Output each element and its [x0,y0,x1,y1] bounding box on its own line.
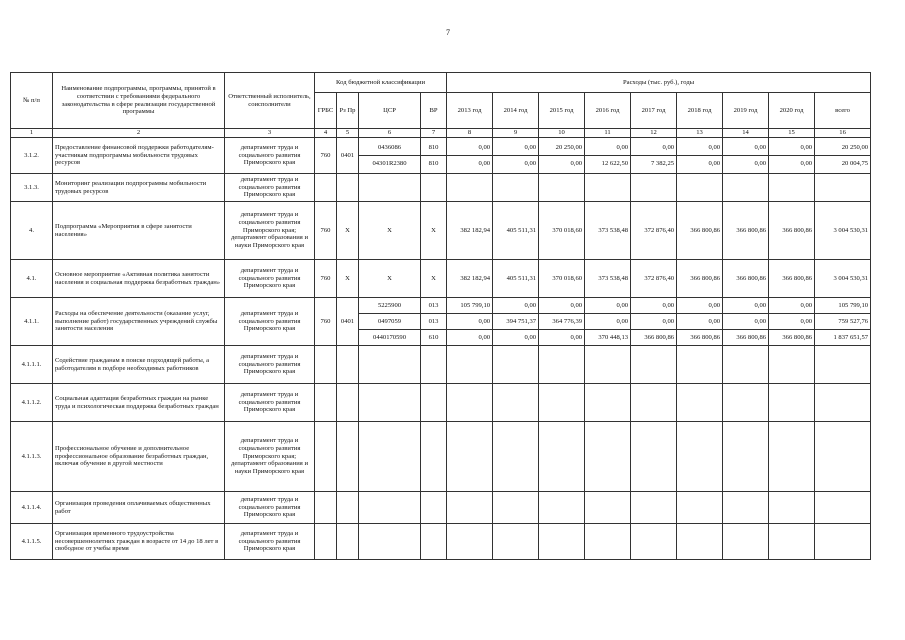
row-year-value: 0,00 [524,334,537,341]
row-executor: департамент труда и социального развития Приморского края [225,174,315,202]
row-year-value [539,422,585,492]
row-year-value [631,384,677,422]
column-number: 16 [815,129,871,138]
row-grbs [315,384,337,422]
row-year-value: 366 800,86 [769,202,815,260]
page-number: 7 [446,28,450,37]
row-csr [359,492,421,524]
row-vr: 013 [421,314,446,330]
row-year-value: 0,00 [769,298,814,314]
row-year-value [585,174,631,202]
row-total [815,384,871,422]
row-rzpr [337,174,359,202]
row-year-value: 0,00 [754,160,767,167]
row-year-value [493,384,539,422]
row-year-value [447,492,493,524]
row-number: 4.1. [11,260,53,298]
row-rzpr: X [337,260,359,298]
row-year-value [493,422,539,492]
header-name: Наименование подпрограммы, программы, принятой в соответствии с требованиями федерального законодательства в сфере реализации государственной программы [53,73,225,129]
row-year-value [769,384,815,422]
row-csr: X [359,260,421,298]
row-year-value [493,174,539,202]
row-csr: 0497059 [359,314,420,330]
row-csr-list [359,138,421,174]
row-year-value: 0,00 [769,140,814,156]
row-name: Социальная адаптация безработных граждан на рынке труда и психологическая поддержка безработных граждан [53,384,225,422]
column-number: 10 [539,129,585,138]
row-year-value [539,492,585,524]
row-grbs: 760 [315,202,337,260]
row-name: Подпрограмма «Мероприятия в сфере занятости населения» [53,202,225,260]
row-grbs: 760 [315,138,337,174]
row-year-value: 405 511,31 [493,202,539,260]
column-number: 5 [337,129,359,138]
row-year-value [677,174,723,202]
row-year-value [585,422,631,492]
row-year-value: 0,00 [539,298,584,314]
row-vr [421,384,447,422]
row-year-value: 372 876,40 [631,202,677,260]
row-year-value [677,524,723,560]
row-total [815,422,871,492]
row-grbs: 760 [315,260,337,298]
row-executor: департамент труда и социального развития Приморского края [225,260,315,298]
row-total [815,524,871,560]
table-row [11,298,871,346]
header-year: 2020 год [769,93,815,129]
row-number: 4. [11,202,53,260]
row-total [815,346,871,384]
table-row [11,138,871,174]
row-vr [421,422,447,492]
row-year-value: 0,00 [723,314,768,330]
row-year-value [631,422,677,492]
row-vr-list [421,298,447,346]
row-year-value-list [631,298,677,346]
row-year-value: 0,00 [585,140,630,156]
row-year-value [493,346,539,384]
row-executor: департамент труда и социального развития Приморского края [225,298,315,346]
row-year-value-list [585,298,631,346]
row-year-value [631,346,677,384]
row-year-value: 0,00 [493,140,538,156]
row-year-value [585,524,631,560]
row-executor: департамент труда и социального развития Приморского края [225,138,315,174]
row-year-value-list [447,298,493,346]
row-year-value-list [723,138,769,174]
row-year-value: 0,00 [723,298,768,314]
row-vr: 013 [421,298,446,314]
row-rzpr [337,346,359,384]
row-total-list [815,298,871,346]
row-number: 4.1.1. [11,298,53,346]
row-year-value: 382 182,94 [447,260,493,298]
row-year-value: 366 800,86 [677,202,723,260]
row-rzpr [337,422,359,492]
row-year-value-list [539,138,585,174]
row-csr: 0440170590 [373,334,406,341]
header-year: 2014 год [493,93,539,129]
row-number: 4.1.1.2. [11,384,53,422]
row-year-value: 373 538,48 [585,260,631,298]
row-total: 20 004,75 [841,160,869,167]
table-row [11,384,871,422]
row-name: Основное мероприятие «Активная политика занятости населения и социальная поддержка безработных граждан» [53,260,225,298]
column-number: 9 [493,129,539,138]
row-rzpr: X [337,202,359,260]
header-vr: ВР [421,93,447,129]
row-year-value-list [631,138,677,174]
row-year-value [447,524,493,560]
header-year: 2019 год [723,93,769,129]
column-number: 2 [53,129,225,138]
row-total: 20 250,00 [815,140,870,156]
header-rzpr: Рз Пр [337,93,359,129]
row-vr: 810 [421,140,446,156]
row-year-value-list [677,138,723,174]
row-year-value [723,174,769,202]
row-csr: 0436086 [359,140,420,156]
row-total: 759 527,76 [815,314,870,330]
row-csr [359,524,421,560]
row-year-value-list [493,138,539,174]
row-csr: 04301R2380 [372,160,407,167]
row-year-value: 105 799,10 [447,298,492,314]
column-number: 14 [723,129,769,138]
row-vr: 610 [428,334,439,341]
header-year: 2017 год [631,93,677,129]
row-total [815,492,871,524]
row-grbs [315,492,337,524]
row-name: Содействие гражданам в поиске подходящей работы, а работодателям в подборе необходимых работников [53,346,225,384]
row-number: 3.1.3. [11,174,53,202]
row-executor: департамент труда и социального развития Приморского края [225,346,315,384]
row-year-value: 366 800,86 [736,334,767,341]
table-row [11,524,871,560]
header-year: 2016 год [585,93,631,129]
row-grbs [315,524,337,560]
row-executor: департамент труда и социального развития Приморского края; департамент образования и науки Приморского края [225,422,315,492]
column-number-row [11,129,871,138]
row-number: 3.1.2. [11,138,53,174]
header-year: 2015 год [539,93,585,129]
row-year-value [447,422,493,492]
table-row [11,202,871,260]
row-csr [359,174,421,202]
row-year-value: 366 800,86 [723,260,769,298]
header-budget-classification: Код бюджетной классификации [315,73,447,93]
row-year-value: 0,00 [708,160,721,167]
row-year-value-list [539,298,585,346]
row-year-value [723,346,769,384]
row-vr: X [421,260,447,298]
row-year-value: 382 182,94 [447,202,493,260]
row-year-value-list [493,298,539,346]
row-executor: департамент труда и социального развития Приморского края [225,492,315,524]
row-year-value [677,384,723,422]
row-grbs [315,422,337,492]
row-year-value-list [769,138,815,174]
row-total: 3 004 530,31 [815,260,871,298]
row-year-value: 373 538,48 [585,202,631,260]
row-vr-list [421,138,447,174]
row-year-value: 405 511,31 [493,260,539,298]
column-number: 13 [677,129,723,138]
row-name: Предоставление финансовой поддержки работодателям-участникам подпрограммы мобильности трудовых ресурсов [53,138,225,174]
row-year-value: 0,00 [570,334,583,341]
table-row [11,260,871,298]
header-executor: Ответственный исполнитель, соисполнители [225,73,315,129]
row-year-value: 370 018,60 [539,202,585,260]
row-year-value [539,174,585,202]
row-grbs [315,346,337,384]
row-vr [421,492,447,524]
row-year-value [769,346,815,384]
row-rzpr [337,384,359,422]
row-csr [359,384,421,422]
row-number: 4.1.1.1. [11,346,53,384]
row-csr-list [359,298,421,346]
row-executor: департамент труда и социального развития Приморского края; департамент образования и науки Приморского края [225,202,315,260]
row-total: 3 004 530,31 [815,202,871,260]
row-year-value [769,174,815,202]
row-csr: 5225900 [359,298,420,314]
row-total: 105 799,10 [815,298,870,314]
row-year-value [677,492,723,524]
row-year-value [585,492,631,524]
row-vr: 810 [428,160,439,167]
column-number: 8 [447,129,493,138]
row-vr: X [421,202,447,260]
row-year-value-list [677,298,723,346]
row-name: Расходы на обеспечение деятельности (оказание услуг, выполнение работ) государственных учреждений службы занятости населения [53,298,225,346]
row-year-value [585,384,631,422]
row-year-value: 12 622,50 [601,160,629,167]
row-year-value: 0,00 [585,314,630,330]
row-year-value [769,492,815,524]
header-num: № п/п [11,73,53,129]
row-year-value [723,384,769,422]
row-year-value-list [447,138,493,174]
row-rzpr [337,524,359,560]
row-name: Организация проведения оплачиваемых общественных работ [53,492,225,524]
row-year-value: 0,00 [631,298,676,314]
row-executor: департамент труда и социального развития Приморского края [225,524,315,560]
row-year-value [447,174,493,202]
row-csr [359,346,421,384]
table-row [11,346,871,384]
row-name: Организация временного трудоустройства несовершеннолетних граждан в возрасте от 14 до 18 лет в свободное от учебы время [53,524,225,560]
row-year-value: 0,00 [677,298,722,314]
row-year-value: 0,00 [677,140,722,156]
row-year-value: 366 800,86 [644,334,675,341]
row-rzpr [337,492,359,524]
row-number: 4.1.1.4. [11,492,53,524]
row-year-value: 20 250,00 [539,140,584,156]
row-year-value [769,524,815,560]
column-number: 4 [315,129,337,138]
row-year-value: 366 800,86 [769,260,815,298]
row-year-value [447,346,493,384]
row-year-value: 0,00 [447,140,492,156]
row-year-value: 0,00 [570,160,583,167]
row-year-value: 370 018,60 [539,260,585,298]
row-name: Профессиональное обучение и дополнительное профессиональное образование безработных граждан, включая обучение в другой местности [53,422,225,492]
budget-table [10,72,871,560]
row-number: 4.1.1.3. [11,422,53,492]
column-number: 3 [225,129,315,138]
row-vr [421,174,447,202]
row-year-value [631,174,677,202]
table-row [11,174,871,202]
table-row [11,492,871,524]
table-body [11,138,871,560]
row-year-value: 0,00 [677,314,722,330]
row-year-value: 366 800,86 [782,334,813,341]
row-year-value: 0,00 [631,314,676,330]
column-number: 12 [631,129,677,138]
row-year-value: 0,00 [723,140,768,156]
row-year-value [769,422,815,492]
row-year-value [723,422,769,492]
row-year-value [539,524,585,560]
row-year-value [539,346,585,384]
row-total-list [815,138,871,174]
row-year-value [677,346,723,384]
column-number: 1 [11,129,53,138]
row-year-value: 0,00 [493,298,538,314]
row-year-value [723,492,769,524]
row-year-value [493,492,539,524]
row-year-value: 0,00 [478,160,491,167]
table-row [11,422,871,492]
row-year-value: 366 800,86 [690,334,721,341]
column-number: 11 [585,129,631,138]
row-year-value: 0,00 [585,298,630,314]
row-year-value [447,384,493,422]
row-csr: X [359,202,421,260]
header-total: всего [815,93,871,129]
row-csr [359,422,421,492]
row-executor: департамент труда и социального развития Приморского края [225,384,315,422]
row-year-value: 364 776,39 [539,314,584,330]
header-expenses: Расходы (тыс. руб.), годы [447,73,871,93]
row-year-value: 0,00 [800,160,813,167]
column-number: 7 [421,129,447,138]
row-grbs: 760 [315,298,337,346]
row-vr [421,524,447,560]
row-year-value-list [769,298,815,346]
row-year-value [493,524,539,560]
row-year-value [631,492,677,524]
row-year-value [723,524,769,560]
row-total: 1 837 651,57 [833,334,869,341]
row-year-value: 0,00 [447,314,492,330]
row-year-value [585,346,631,384]
row-year-value-list [723,298,769,346]
row-year-value: 0,00 [631,140,676,156]
row-rzpr: 0401 [337,298,359,346]
row-year-value [539,384,585,422]
row-year-value: 366 800,86 [677,260,723,298]
row-total [815,174,871,202]
row-year-value: 0,00 [769,314,814,330]
row-year-value-list [585,138,631,174]
row-year-value [677,422,723,492]
row-year-value: 0,00 [478,334,491,341]
row-year-value: 7 382,25 [650,160,675,167]
row-year-value: 370 448,13 [598,334,629,341]
column-number: 15 [769,129,815,138]
header-year: 2013 год [447,93,493,129]
row-year-value: 366 800,86 [723,202,769,260]
row-year-value: 0,00 [524,160,537,167]
row-vr [421,346,447,384]
header-year: 2018 год [677,93,723,129]
header-grbs: ГРБС [315,93,337,129]
row-number: 4.1.1.5. [11,524,53,560]
row-grbs [315,174,337,202]
column-number: 6 [359,129,421,138]
row-year-value [631,524,677,560]
row-year-value: 372 876,40 [631,260,677,298]
row-year-value: 394 751,37 [493,314,538,330]
row-rzpr: 0401 [337,138,359,174]
header-csr: ЦСР [359,93,421,129]
row-name: Мониторинг реализации подпрограммы мобильности трудовых ресурсов [53,174,225,202]
